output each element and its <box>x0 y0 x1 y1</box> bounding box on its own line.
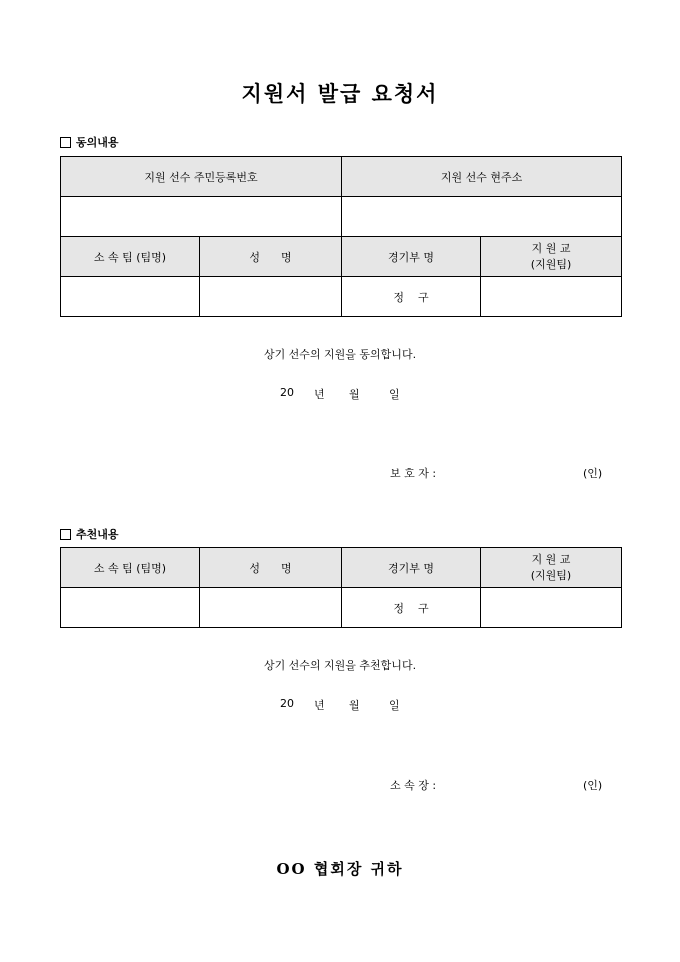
header-address: 지원 선수 현주소 <box>342 157 622 197</box>
recommend-date-month-unit: 월 <box>349 699 360 712</box>
header-support-school-line1: 지 원 교 <box>531 552 571 566</box>
recommend-statement: 상기 선수의 지원을 추천합니다. <box>263 659 417 672</box>
consent-section-text: 동의내용 <box>76 136 119 149</box>
recommend-table <box>60 547 622 628</box>
header-support-school-line1: 지 원 교 <box>531 241 571 255</box>
consent-section-label <box>60 134 119 150</box>
header-sport: 경기부 명 <box>342 548 481 588</box>
document-title: 지원서 발급 요청서 <box>241 81 439 106</box>
consent-statement: 상기 선수의 지원을 동의합니다. <box>263 348 417 361</box>
guardian-seal: (인) <box>583 467 603 480</box>
guardian-label: 보 호 자 : <box>390 467 437 480</box>
header-support-school-line2: (지원팀) <box>530 257 572 271</box>
team-field[interactable] <box>61 588 200 628</box>
header-team: 소 속 팀 (팀명) <box>61 237 200 277</box>
consent-date-day-unit: 일 <box>389 388 400 401</box>
consent-date-year-unit: 년 <box>314 388 325 401</box>
consent-date-year: 20 <box>280 386 294 399</box>
recommend-date-year-unit: 년 <box>314 699 325 712</box>
name-field[interactable] <box>200 277 342 317</box>
recommend-section-label <box>60 526 119 542</box>
header-team: 소 속 팀 (팀명) <box>61 548 200 588</box>
affiliation-head-label: 소 속 장 : <box>390 779 437 792</box>
checkbox-square-icon <box>60 529 71 540</box>
sport-value: 정 구 <box>342 588 481 628</box>
recommend-date-day-unit: 일 <box>389 699 400 712</box>
name-field[interactable] <box>200 588 342 628</box>
header-support-school <box>481 237 622 277</box>
header-name: 성 명 <box>200 548 342 588</box>
recommend-date-year: 20 <box>280 697 294 710</box>
consent-date-month-unit: 월 <box>349 388 360 401</box>
header-support-school <box>481 548 622 588</box>
checkbox-square-icon <box>60 137 71 148</box>
recommend-section-text: 추천내용 <box>76 528 119 541</box>
sport-value: 정 구 <box>342 277 481 317</box>
address-field[interactable] <box>342 197 622 237</box>
team-field[interactable] <box>61 277 200 317</box>
affiliation-head-seal: (인) <box>583 779 603 792</box>
header-name: 성 명 <box>200 237 342 277</box>
resident-number-field[interactable] <box>61 197 342 237</box>
support-school-field[interactable] <box>481 277 622 317</box>
closing-addressee: OO 협회장 귀하 <box>276 860 404 878</box>
header-support-school-line2: (지원팀) <box>530 568 572 582</box>
header-resident-number: 지원 선수 주민등록번호 <box>61 157 342 197</box>
header-sport: 경기부 명 <box>342 237 481 277</box>
consent-table <box>60 156 622 317</box>
support-school-field[interactable] <box>481 588 622 628</box>
